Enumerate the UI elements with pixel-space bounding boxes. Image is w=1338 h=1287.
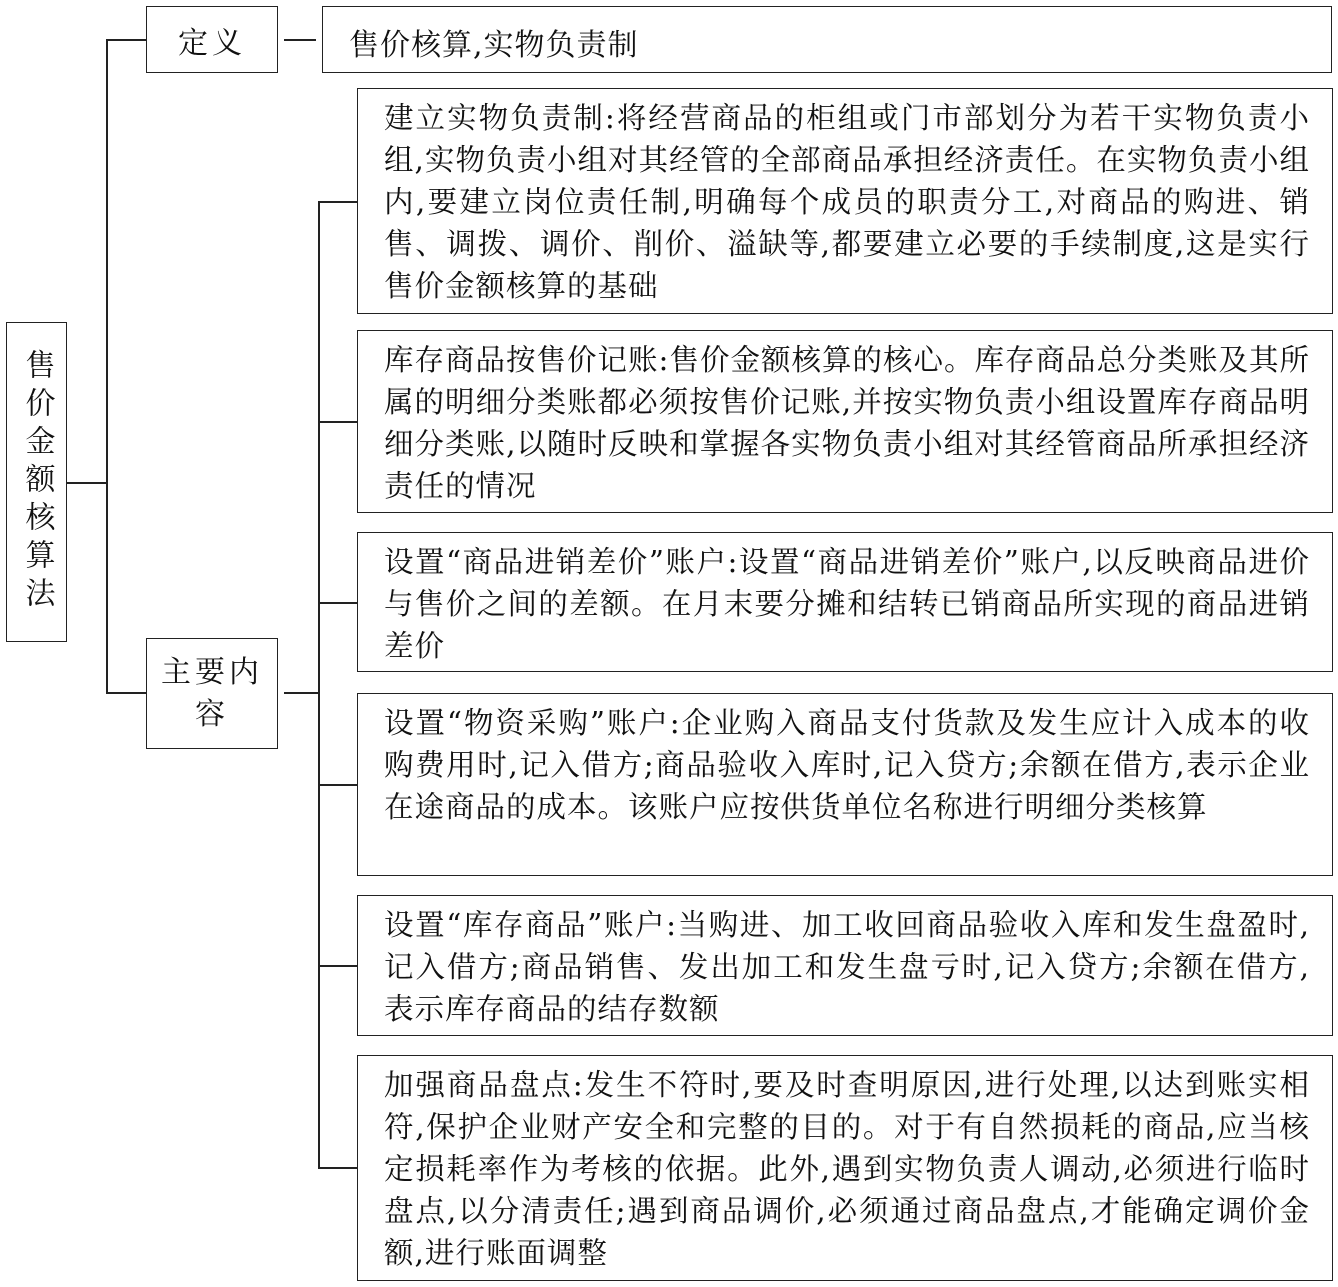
main-item-text: 设置“商品进销差价”账户:设置“商品进销差价”账户,以反映商品进价与售价之间的差额。在月末要分摊和结转已销商品所实现的商品进销差价 xyxy=(384,545,1310,663)
definition-content-box xyxy=(322,6,1332,73)
main-item-5 xyxy=(357,895,1333,1036)
main-content-label-box xyxy=(146,638,278,749)
connector-trunk xyxy=(106,39,108,693)
connector-trunk-to-definition xyxy=(106,39,146,41)
definition-content: 售价核算,实物负责制 xyxy=(349,28,639,63)
main-item-text: 设置“库存商品”账户:当购进、加工收回商品验收入库和发生盘盈时,记入借方;商品销售、发出加工和发生盘亏时,记入贷方;余额在借方,表示库存商品的结存数额 xyxy=(384,908,1310,1026)
main-item-3 xyxy=(357,532,1333,672)
connector-branch-item-3 xyxy=(318,602,357,604)
connector-branch-item-4 xyxy=(318,784,357,786)
main-item-text: 库存商品按售价记账:售价金额核算的核心。库存商品总分类账及其所属的明细分类账都必须按售价记账,并按实物负责小组设置库存商品明细分类账,以随时反映和掌握各实物负责小组对其经管商品所承担经济责任的情况 xyxy=(384,343,1310,503)
connector-trunk-to-main xyxy=(106,692,146,694)
root-title: 售价金额核算法 xyxy=(19,349,55,615)
connector-branch-item-6 xyxy=(318,1167,357,1169)
main-item-text: 加强商品盘点:发生不符时,要及时查明原因,进行处理,以达到账实相符,保护企业财产安全和完整的目的。对于有自然损耗的商品,应当核定损耗率作为考核的依据。此外,遇到实物负责人调动,必须进行临时盘点,以分清责任;遇到商品调价,必须通过商品盘点,才能确定调价金额,进行账面调整 xyxy=(384,1068,1310,1270)
connector-definition-to-content xyxy=(284,39,316,41)
main-item-2 xyxy=(357,330,1333,513)
connector-branch xyxy=(318,201,320,1168)
connector-main-to-branch xyxy=(284,692,320,694)
main-item-1 xyxy=(357,88,1333,314)
connector-root-to-trunk xyxy=(67,482,107,484)
root-node xyxy=(6,322,67,642)
main-item-text: 设置“物资采购”账户:企业购入商品支付货款及发生应计入成本的收购费用时,记入借方;商品验收入库时,记入贷方;余额在借方,表示企业在途商品的成本。该账户应按供货单位名称进行明细分类核算 xyxy=(384,706,1310,824)
main-item-6 xyxy=(357,1055,1333,1281)
connector-branch-item-1 xyxy=(318,201,357,203)
connector-branch-item-5 xyxy=(318,965,357,967)
definition-label: 定义 xyxy=(178,25,246,61)
main-item-4 xyxy=(357,693,1333,876)
main-item-text: 建立实物负责制:将经营商品的柜组或门市部划分为若干实物负责小组,实物负责小组对其经管的全部商品承担经济责任。在实物负责小组内,要建立岗位责任制,明确每个成员的职责分工,对商品的购进、销售、调拨、调价、削价、溢缺等,都要建立必要的手续制度,这是实行售价金额核算的基础 xyxy=(384,101,1310,303)
definition-label-box xyxy=(146,6,278,73)
connector-branch-item-2 xyxy=(318,421,357,423)
main-content-label: 主要内容 xyxy=(161,654,263,732)
